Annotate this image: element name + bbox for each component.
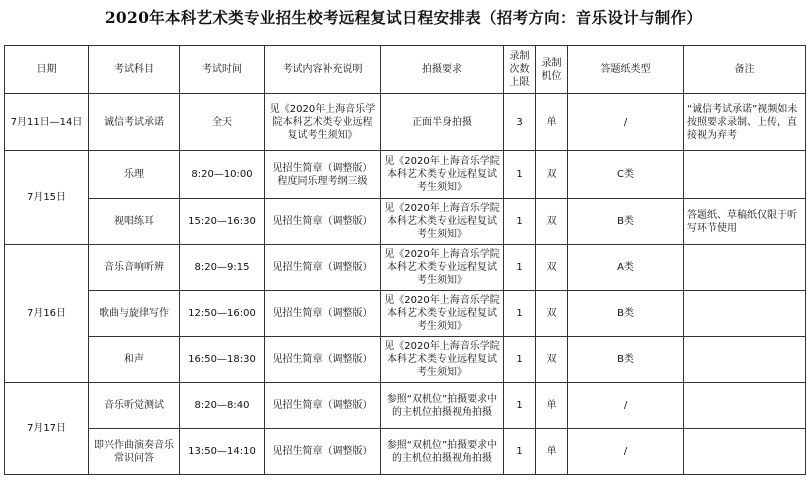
- paper-cell: /: [568, 94, 684, 151]
- page-title: 2020年本科艺术类专业招生校考远程复试日程安排表（招考方向：音乐设计与制作）: [104, 8, 703, 27]
- filming-cell: 参照“双机位”拍摄要求中的主机位拍摄视角拍摄: [381, 383, 504, 429]
- time-cell: 13:50—14:10: [180, 429, 265, 475]
- notes-cell: [684, 337, 806, 383]
- paper-cell: /: [568, 429, 684, 475]
- filming-cell: 参照“双机位”拍摄要求中的主机位拍摄视角拍摄: [381, 429, 504, 475]
- date-cell: 7月15日: [5, 151, 89, 245]
- header-filming: 拍摄要求: [381, 46, 504, 94]
- time-cell: 12:50—16:00: [180, 291, 265, 337]
- filming-cell: 见《2020年上海音乐学院本科艺术类专业远程复试考生须知》: [381, 291, 504, 337]
- subject-cell: 音乐音响听辨: [89, 245, 180, 291]
- filming-cell: 见《2020年上海音乐学院本科艺术类专业远程复试考生须知》: [381, 245, 504, 291]
- content-cell: 见《2020年上海音乐学院本科艺术类专业远程复试考生须知》: [265, 94, 381, 151]
- paper-cell: /: [568, 383, 684, 429]
- subject-cell: 和声: [89, 337, 180, 383]
- header-paper: 答题纸类型: [568, 46, 684, 94]
- filming-cell: 见《2020年上海音乐学院本科艺术类专业远程复试考生须知》: [381, 151, 504, 199]
- table-row: [5, 291, 806, 337]
- time-cell: 8:20—10:00: [180, 151, 265, 199]
- table-row: [5, 94, 806, 151]
- attempts-cell: 1: [504, 199, 536, 245]
- camera-cell: 单: [536, 94, 568, 151]
- schedule-table: [4, 45, 806, 475]
- content-cell: 见招生简章（调整版）: [265, 429, 381, 475]
- date-cell: 7月17日: [5, 383, 89, 475]
- table-row: [5, 383, 806, 429]
- paper-cell: B类: [568, 291, 684, 337]
- filming-cell: 见《2020年上海音乐学院本科艺术类专业远程复试考生须知》: [381, 337, 504, 383]
- table-row: [5, 245, 806, 291]
- notes-cell: [684, 291, 806, 337]
- notes-cell: [684, 151, 806, 199]
- paper-cell: A类: [568, 245, 684, 291]
- header-camera: 录制机位: [536, 46, 568, 94]
- notes-cell: [684, 383, 806, 429]
- attempts-cell: 3: [504, 94, 536, 151]
- camera-cell: 双: [536, 151, 568, 199]
- camera-cell: 双: [536, 199, 568, 245]
- time-cell: 全天: [180, 94, 265, 151]
- header-date: 日期: [5, 46, 89, 94]
- paper-cell: B类: [568, 337, 684, 383]
- content-cell: 见招生简章（调整版）: [265, 383, 381, 429]
- attempts-cell: 1: [504, 337, 536, 383]
- table-row: [5, 151, 806, 199]
- time-cell: 8:20—8:40: [180, 383, 265, 429]
- date-cell: 7月11日—14日: [5, 94, 89, 151]
- header-content: 考试内容补充说明: [265, 46, 381, 94]
- subject-cell: 诚信考试承诺: [89, 94, 180, 151]
- paper-cell: B类: [568, 199, 684, 245]
- camera-cell: 双: [536, 337, 568, 383]
- filming-cell: 正面半身拍摄: [381, 94, 504, 151]
- header-attempts: 录制次数上限: [504, 46, 536, 94]
- header-time: 考试时间: [180, 46, 265, 94]
- attempts-cell: 1: [504, 151, 536, 199]
- attempts-cell: 1: [504, 383, 536, 429]
- header-notes: 备注: [684, 46, 806, 94]
- camera-cell: 单: [536, 383, 568, 429]
- attempts-cell: 1: [504, 245, 536, 291]
- table-header-row: [5, 46, 806, 94]
- subject-cell: 音乐听觉测试: [89, 383, 180, 429]
- content-cell: 见招生简章（调整版）程度同乐理考纲三级: [265, 151, 381, 199]
- table-row: [5, 199, 806, 245]
- header-subject: 考试科目: [89, 46, 180, 94]
- content-cell: 见招生简章（调整版）: [265, 199, 381, 245]
- content-cell: 见招生简章（调整版）: [265, 337, 381, 383]
- notes-cell: 答题纸、草稿纸仅限于听写环节使用: [684, 199, 806, 245]
- subject-cell: 乐理: [89, 151, 180, 199]
- time-cell: 8:20—9:15: [180, 245, 265, 291]
- filming-cell: 见《2020年上海音乐学院本科艺术类专业远程复试考生须知》: [381, 199, 504, 245]
- notes-cell: [684, 245, 806, 291]
- subject-cell: 歌曲与旋律写作: [89, 291, 180, 337]
- camera-cell: 双: [536, 245, 568, 291]
- date-cell: 7月16日: [5, 245, 89, 383]
- time-cell: 15:20—16:30: [180, 199, 265, 245]
- time-cell: 16:50—18:30: [180, 337, 265, 383]
- camera-cell: 双: [536, 291, 568, 337]
- notes-cell: “诚信考试承诺”视频如未按照要求录制、上传，直接视为弃考: [684, 94, 806, 151]
- notes-cell: [684, 429, 806, 475]
- content-cell: 见招生简章（调整版）: [265, 291, 381, 337]
- camera-cell: 单: [536, 429, 568, 475]
- content-cell: 见招生简章（调整版）: [265, 245, 381, 291]
- attempts-cell: 1: [504, 429, 536, 475]
- paper-cell: C类: [568, 151, 684, 199]
- subject-cell: 视唱练耳: [89, 199, 180, 245]
- attempts-cell: 1: [504, 291, 536, 337]
- table-row: [5, 337, 806, 383]
- table-row: [5, 429, 806, 475]
- subject-cell: 即兴作曲演奏音乐常识问答: [89, 429, 180, 475]
